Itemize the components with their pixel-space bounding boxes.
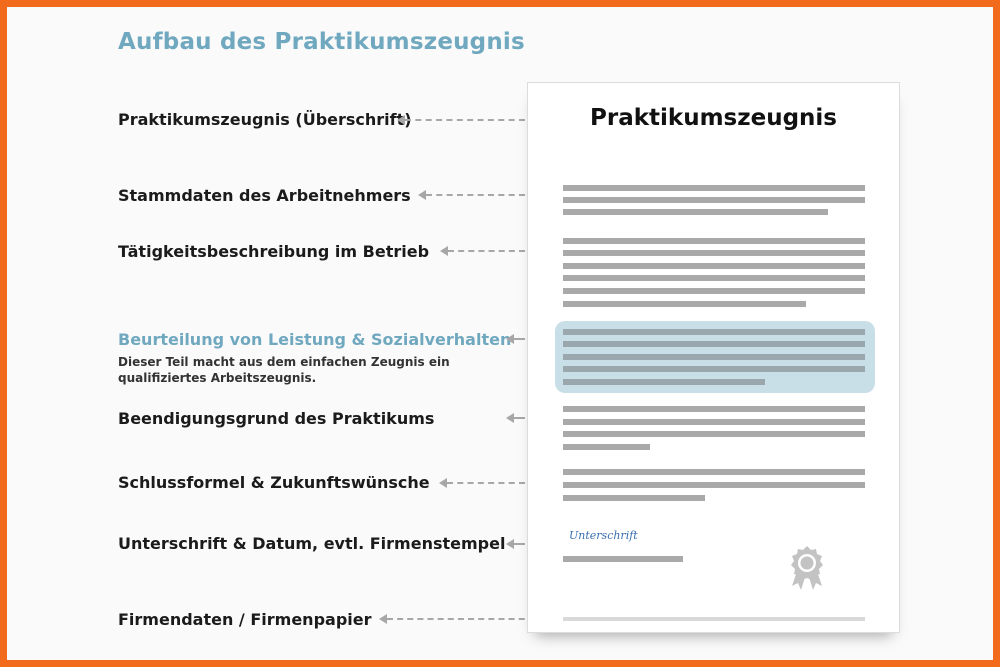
arrow-beurteilung — [506, 334, 525, 344]
signature: Unterschrift — [569, 529, 638, 542]
award-seal-icon — [786, 544, 828, 592]
text-line — [563, 419, 865, 425]
text-line — [563, 495, 705, 501]
label-beendigungsgrund: Beendigungsgrund des Praktikums — [118, 409, 435, 428]
text-line — [563, 482, 865, 488]
footer-line — [563, 617, 865, 621]
arrow-beendigungsgrund — [506, 413, 525, 423]
arrow-heading — [397, 115, 525, 125]
text-line — [563, 431, 865, 437]
arrow-taetigkeit — [440, 246, 525, 256]
text-line — [563, 366, 865, 372]
text-line — [563, 354, 865, 360]
label-unterschrift: Unterschrift & Datum, evtl. Firmenstempel — [118, 534, 506, 553]
arrow-stammdaten — [418, 190, 525, 200]
arrow-firmendaten — [379, 614, 545, 624]
label-beurteilung: Beurteilung von Leistung & Sozialverhalten — [118, 330, 512, 349]
signature-line — [563, 556, 683, 562]
text-line — [563, 185, 865, 191]
text-line — [563, 341, 865, 347]
text-line — [563, 288, 865, 294]
label-schlussformel: Schlussformel & Zukunftswünsche — [118, 473, 430, 492]
label-stammdaten: Stammdaten des Arbeitnehmers — [118, 186, 411, 205]
text-line — [563, 379, 765, 385]
text-line — [563, 250, 865, 256]
label-heading: Praktikumszeugnis (Überschrift) — [118, 110, 412, 129]
label-taetigkeit: Tätigkeitsbeschreibung im Betrieb — [118, 242, 430, 261]
text-line — [563, 197, 865, 203]
text-line — [563, 444, 650, 450]
document-heading: Praktikumszeugnis — [590, 105, 837, 131]
text-line — [563, 275, 865, 281]
text-line — [563, 406, 865, 412]
text-line — [563, 329, 865, 335]
text-line — [563, 209, 828, 215]
text-line — [563, 469, 865, 475]
text-line — [563, 263, 865, 269]
text-line — [563, 238, 865, 244]
label-beurteilung-description: Dieser Teil macht aus dem einfachen Zeugnis ein qualifiziertes Arbeitszeugnis. — [118, 355, 450, 385]
arrow-unterschrift — [506, 539, 525, 549]
document-illustration — [527, 82, 900, 633]
label-firmendaten: Firmendaten / Firmenpapier — [118, 610, 372, 629]
page-title: Aufbau des Praktikumszeugnis — [118, 29, 525, 55]
text-line — [563, 301, 806, 307]
arrow-schlussformel — [439, 478, 525, 488]
